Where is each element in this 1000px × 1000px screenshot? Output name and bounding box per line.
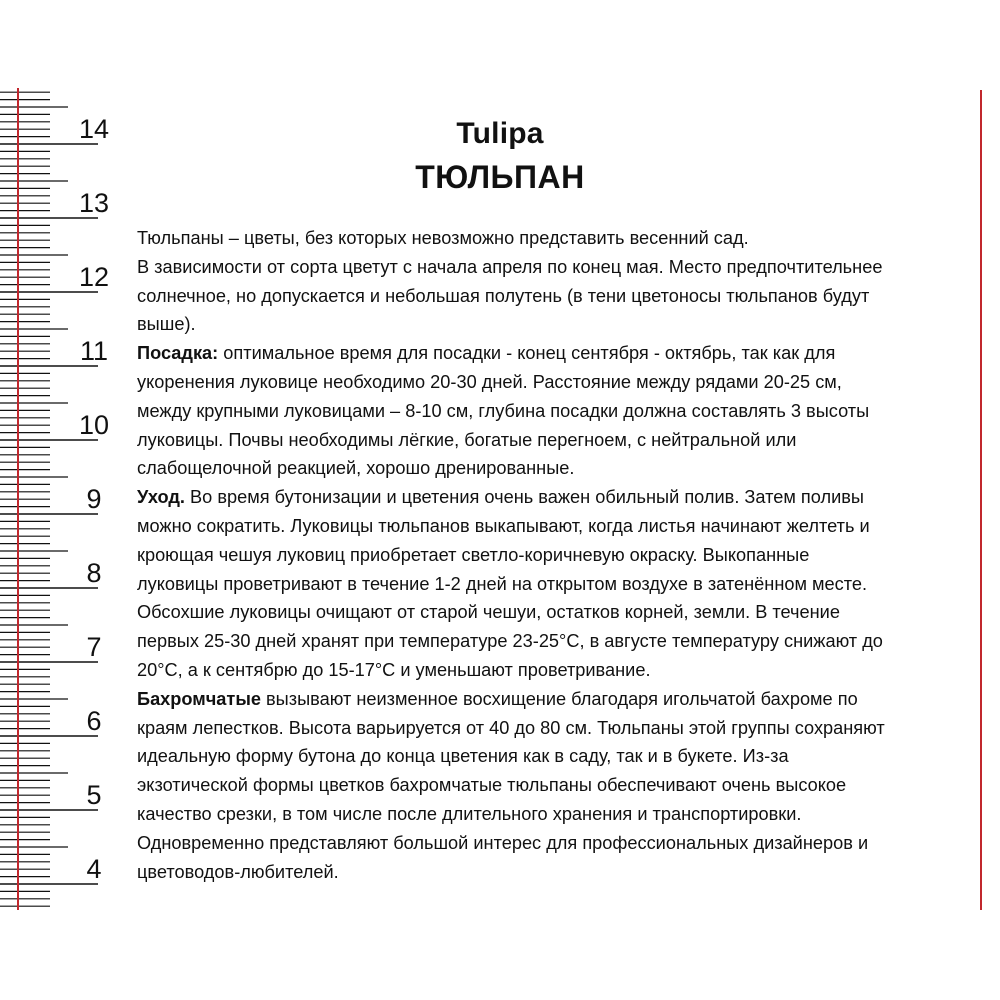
fringed-line: качество срезки, в том числе после длительного хранения и транспортировки. [137,803,802,824]
fringed-line: идеальную форму бутона до конца цветения как в саду, так и в букете. Из-за [137,746,789,767]
fringed-line: краям лепестков. Высота варьируется от 40 до 80 см. Тюльпаны этой группы сохраняют [137,717,885,738]
planting-line: луковицы. Почвы необходимы лёгкие, богатые перегноем, с нейтральной или [137,429,797,450]
planting-line: между крупными луковицами – 8-10 см, глубина посадки должна составлять 3 высоты [137,400,870,421]
ruler-label: 9 [86,484,102,514]
care-label: Уход. [137,487,185,508]
care-line [137,483,967,512]
ruler-label: 5 [86,780,102,810]
fringed-line: цветоводов-любителей. [137,861,339,882]
care-line: кроющая чешуя луковиц приобретает светло-коричневую окраску. Выкопанные [137,544,810,565]
intro-line: солнечное, но допускается и небольшая полутень (в тени цветоносы тюльпанов будут [137,285,870,306]
ruler-label: 4 [86,854,102,884]
title-russian: ТЮЛЬПАН [415,159,585,195]
ruler-edge-line [17,88,19,910]
planting-text: оптимальное время для посадки - конец сентября - октябрь, так как для [218,343,836,364]
ruler-label: 6 [86,706,102,736]
ruler-label: 14 [78,114,110,144]
ruler-label: 13 [78,188,110,218]
intro-line: выше). [137,314,196,335]
ruler-label: 10 [78,410,110,440]
care-line: Обсохшие луковицы очищают от старой чешуи, остатков корней, земли. В течение [137,602,840,623]
planting-label: Посадка: [137,343,219,364]
right-edge-line [980,90,982,910]
intro-line: В зависимости от сорта цветут с начала апреля по конец мая. Место предпочтительнее [137,256,883,277]
ruler-label: 7 [86,632,102,662]
planting-line: укоренения луковице необходимо 20-30 дней. Расстояние между рядами 20-25 см, [137,371,842,392]
fringed-line: экзотической формы цветков бахромчатые тюльпаны обеспечивают очень высокое [137,775,847,796]
care-line: можно сократить. Луковицы тюльпанов выкапывают, когда листья начинают желтеть и [137,515,870,536]
care-line: первых 25-30 дней хранят при температуре 23-25°С, в августе температуру снижают до [137,631,883,652]
description-text [137,224,967,886]
fringed-line: Одновременно представляют большой интерес для профессиональных дизайнеров и [137,832,869,853]
care-text: Во время бутонизации и цветения очень важен обильный полив. Затем поливы [185,487,865,508]
ruler-label: 11 [79,336,109,366]
fringed-label: Бахромчатые [137,688,261,709]
care-line: луковицы проветривают в течение 1-2 дней на открытом воздухе в затенённом месте. [137,573,868,594]
fringed-text: вызывают неизменное восхищение благодаря игольчатой бахроме по [260,688,858,709]
ruler-label: 12 [78,262,110,292]
care-line: 20°С, а к сентябрю до 15-17°С и уменьшают проветривание. [137,659,651,680]
fringed-line [137,685,967,714]
planting-line: слабощелочной реакцией, хорошо дренированные. [137,458,575,479]
planting-line [137,339,967,368]
ruler-label: 8 [86,558,102,588]
intro-line: Тюльпаны – цветы, без которых невозможно представить весенний сад. [137,228,749,248]
title-latin: Tulipa [456,117,544,150]
